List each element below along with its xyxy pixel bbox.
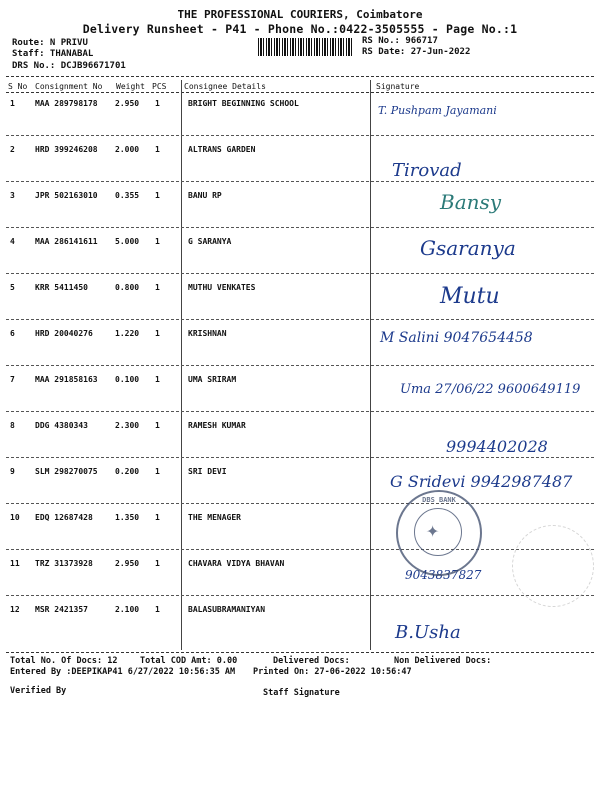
row-consignment: SLM 298270075 bbox=[35, 467, 98, 476]
row-weight: 2.100 bbox=[115, 605, 140, 614]
barcode bbox=[258, 38, 352, 56]
row-consignee: MUTHU VENKATES bbox=[188, 283, 256, 292]
row-sno: 1 bbox=[10, 99, 15, 108]
row-weight: 0.800 bbox=[115, 283, 140, 292]
row-sno: 3 bbox=[10, 191, 15, 200]
row-pcs: 1 bbox=[155, 467, 160, 476]
company-title: THE PROFESSIONAL COURIERS, Coimbatore bbox=[177, 8, 423, 21]
row-separator bbox=[6, 549, 594, 550]
row-consignment: MAA 291858163 bbox=[35, 375, 98, 384]
row-consignment: HRD 399246208 bbox=[35, 145, 98, 154]
row-pcs: 1 bbox=[155, 421, 160, 430]
signature-9: G Sridevi 9942987487 bbox=[390, 472, 573, 491]
col-header-consignment: Consignment No bbox=[35, 82, 103, 91]
row-separator bbox=[6, 135, 594, 136]
row-weight: 2.000 bbox=[115, 145, 140, 154]
col-header-signature: Signature bbox=[376, 82, 420, 91]
col-header-pcs: PCS bbox=[152, 82, 167, 91]
stamp-text: DBS BANK bbox=[422, 496, 456, 504]
row-consignment: MAA 286141611 bbox=[35, 237, 98, 246]
row-consignee: CHAVARA VIDYA BHAVAN bbox=[188, 559, 285, 568]
row-weight: 1.350 bbox=[115, 513, 140, 522]
header-rule-bottom bbox=[6, 92, 594, 93]
row-consignee: BRIGHT BEGINNING SCHOOL bbox=[188, 99, 299, 108]
entered-by: Entered By :DEEPIKAP41 6/27/2022 10:56:35 AM bbox=[10, 667, 236, 677]
row-sno: 9 bbox=[10, 467, 15, 476]
row-sno: 8 bbox=[10, 421, 15, 430]
row-consignment: JPR 502163010 bbox=[35, 191, 98, 200]
runsheet-title: Delivery Runsheet - P41 - Phone No.:0422-3505555 - Page No.:1 bbox=[82, 22, 518, 36]
row-sno: 4 bbox=[10, 237, 15, 246]
row-weight: 5.000 bbox=[115, 237, 140, 246]
row-sno: 6 bbox=[10, 329, 15, 338]
row-separator bbox=[6, 273, 594, 274]
row-sno: 10 bbox=[10, 513, 20, 522]
row-consignment: MSR 2421357 bbox=[35, 605, 88, 614]
row-separator bbox=[6, 457, 594, 458]
staff-signature: Staff Signature bbox=[263, 688, 340, 698]
row-consignee: BANU RP bbox=[188, 191, 222, 200]
row-pcs: 1 bbox=[155, 375, 160, 384]
row-consignee: RAMESH KUMAR bbox=[188, 421, 246, 430]
row-weight: 1.220 bbox=[115, 329, 140, 338]
row-weight: 2.950 bbox=[115, 99, 140, 108]
row-separator bbox=[6, 181, 594, 182]
total-cod: Total COD Amt: 0.00 bbox=[140, 656, 238, 666]
row-consignee: SRI DEVI bbox=[188, 467, 227, 476]
signature-2: Tirovad bbox=[392, 160, 462, 181]
table-row bbox=[0, 191, 600, 237]
printed-on: Printed On: 27-06-2022 10:56:47 bbox=[253, 667, 412, 677]
row-pcs: 1 bbox=[155, 191, 160, 200]
rs-date: RS Date: 27-Jun-2022 bbox=[362, 47, 471, 57]
route-label: Route: N PRIVU bbox=[12, 38, 88, 48]
row-consignee: UMA SRIRAM bbox=[188, 375, 237, 384]
col-header-consignee: Consignee Details bbox=[184, 82, 266, 91]
row-pcs: 1 bbox=[155, 513, 160, 522]
row-weight: 2.950 bbox=[115, 559, 140, 568]
row-weight: 0.100 bbox=[115, 375, 140, 384]
row-weight: 0.200 bbox=[115, 467, 140, 476]
table-row bbox=[0, 605, 600, 651]
row-consignment: HRD 20040276 bbox=[35, 329, 93, 338]
rs-number: RS No.: 966717 bbox=[362, 36, 438, 46]
faded-stamp bbox=[512, 525, 594, 607]
signature-3: Bansy bbox=[440, 190, 502, 214]
delivered-docs: Delivered Docs: bbox=[273, 656, 350, 666]
row-consignment: EDQ 12687428 bbox=[35, 513, 93, 522]
row-separator bbox=[6, 503, 594, 504]
footer-rule bbox=[6, 652, 594, 653]
row-separator bbox=[6, 227, 594, 228]
row-pcs: 1 bbox=[155, 329, 160, 338]
row-sno: 5 bbox=[10, 283, 15, 292]
row-pcs: 1 bbox=[155, 605, 160, 614]
row-consignee: BALASUBRAMANIYAN bbox=[188, 605, 266, 614]
table-row bbox=[0, 145, 600, 191]
row-pcs: 1 bbox=[155, 559, 160, 568]
row-separator bbox=[6, 411, 594, 412]
row-consignee: G SARANYA bbox=[188, 237, 232, 246]
row-consignment: MAA 289798178 bbox=[35, 99, 98, 108]
signature-8: 9994402028 bbox=[446, 437, 548, 456]
signature-6: M Salini 9047654458 bbox=[380, 330, 533, 346]
staff-label: Staff: THANABAL bbox=[12, 49, 94, 59]
col-header-weight: Weight bbox=[116, 82, 145, 91]
row-consignee: THE MENAGER bbox=[188, 513, 241, 522]
star-icon: ✦ bbox=[426, 518, 440, 543]
row-sno: 11 bbox=[10, 559, 20, 568]
signature-11: 9043837827 bbox=[405, 568, 482, 582]
table-row bbox=[0, 283, 600, 329]
row-consignment: KRR 5411450 bbox=[35, 283, 88, 292]
bank-stamp bbox=[396, 490, 482, 576]
row-consignee: KRISHNAN bbox=[188, 329, 227, 338]
signature-1: T. Pushpam Jayamani bbox=[378, 104, 497, 117]
row-sno: 7 bbox=[10, 375, 15, 384]
signature-4: Gsaranya bbox=[420, 236, 516, 260]
signature-7: Uma 27/06/22 9600649119 bbox=[400, 382, 581, 397]
row-sno: 12 bbox=[10, 605, 20, 614]
row-weight: 0.355 bbox=[115, 191, 140, 200]
row-separator bbox=[6, 319, 594, 320]
total-docs: Total No. Of Docs: 12 bbox=[10, 656, 118, 666]
header-rule-top bbox=[6, 76, 594, 77]
non-delivered-docs: Non Delivered Docs: bbox=[394, 656, 492, 666]
signature-12: B.Usha bbox=[395, 622, 461, 643]
table-row bbox=[0, 513, 600, 559]
row-sno: 2 bbox=[10, 145, 15, 154]
col-header-sno: S No bbox=[8, 82, 28, 91]
signature-5: Mutu bbox=[440, 284, 500, 309]
drs-number: DRS No.: DCJB96671701 bbox=[12, 61, 126, 71]
row-pcs: 1 bbox=[155, 145, 160, 154]
verified-by: Verified By bbox=[10, 686, 67, 696]
table-row bbox=[0, 99, 600, 145]
row-pcs: 1 bbox=[155, 237, 160, 246]
row-separator bbox=[6, 365, 594, 366]
row-pcs: 1 bbox=[155, 283, 160, 292]
row-pcs: 1 bbox=[155, 99, 160, 108]
row-separator bbox=[6, 595, 594, 596]
row-consignment: DDG 4380343 bbox=[35, 421, 88, 430]
row-consignee: ALTRANS GARDEN bbox=[188, 145, 256, 154]
row-consignment: TRZ 31373928 bbox=[35, 559, 93, 568]
table-row bbox=[0, 559, 600, 605]
row-weight: 2.300 bbox=[115, 421, 140, 430]
